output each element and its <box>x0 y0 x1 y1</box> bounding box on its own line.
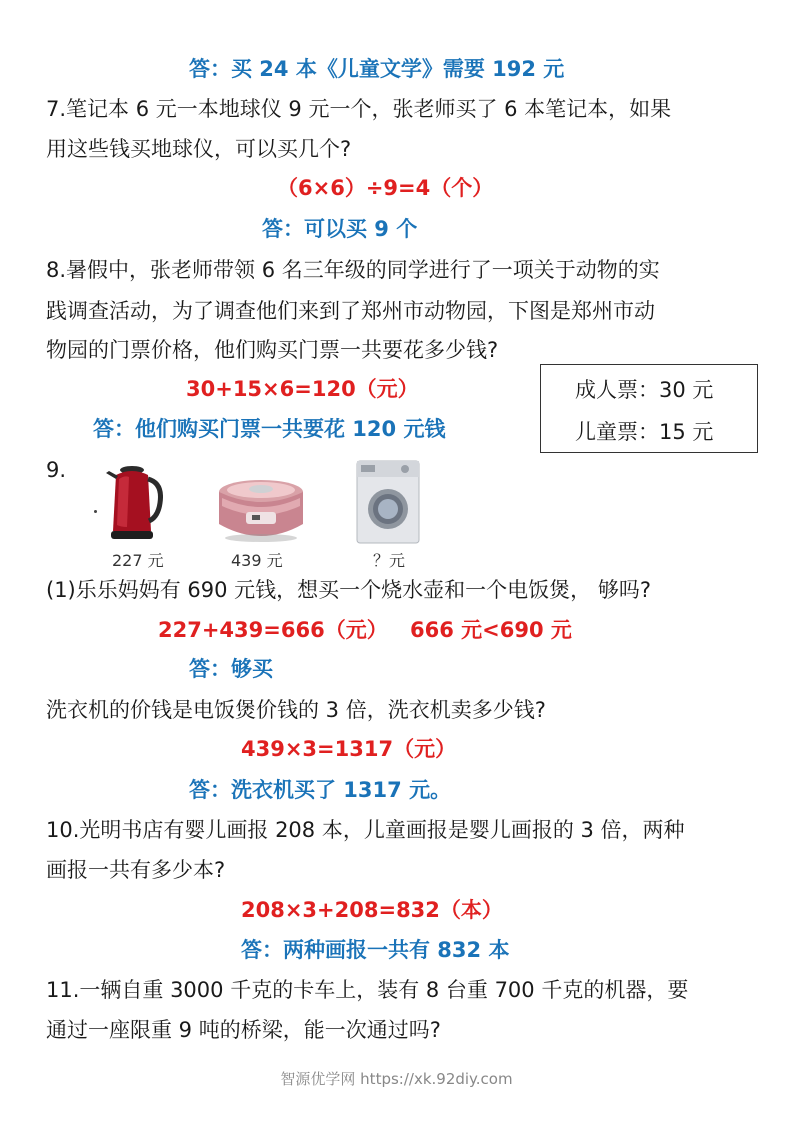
adult-ticket-price: 成人票：30 元 <box>575 378 714 402</box>
washing-machine-price: ？元 <box>373 551 406 570</box>
washing-machine-icon <box>355 459 421 545</box>
q9-part-1: (1)乐乐妈妈有 690 元钱，想买一个烧水壶和一个电饭煲， 够吗? <box>46 578 651 602</box>
dot-mark <box>94 510 97 513</box>
q10-line-2: 画报一共有多少本? <box>46 858 226 882</box>
q7-answer: 答：可以买 9 个 <box>262 217 418 241</box>
q9-part-1-calculation: 227+439=666（元） <box>158 618 388 642</box>
q7-line-2: 用这些钱买地球仪，可以买几个? <box>46 137 352 161</box>
q9-part-2-calculation: 439×3=1317（元） <box>241 737 457 761</box>
kettle-icon <box>103 461 163 543</box>
q10-answer: 答：两种画报一共有 832 本 <box>241 938 510 962</box>
ticket-price-box <box>540 364 758 453</box>
q9-part-2-answer: 答：洗衣机买了 1317 元。 <box>189 778 452 802</box>
q11-line-2: 通过一座限重 9 吨的桥梁，能一次通过吗? <box>46 1018 441 1042</box>
rice-cooker-icon <box>216 476 306 544</box>
q7-calculation: （6×6）÷9=4（个） <box>277 176 494 200</box>
child-ticket-price: 儿童票：15 元 <box>575 420 714 444</box>
q8-answer: 答：他们购买门票一共要花 120 元钱 <box>93 417 446 441</box>
q9-part-1-comparison: 666 元<690 元 <box>410 618 572 642</box>
q9-part-2: 洗衣机的价钱是电饭煲价钱的 3 倍，洗衣机卖多少钱? <box>46 698 546 722</box>
q10-calculation: 208×3+208=832（本） <box>241 898 503 922</box>
q6-answer: 答：买 24 本《儿童文学》需要 192 元 <box>189 57 565 81</box>
footer-watermark: 智源优学网 https://xk.92diy.com <box>280 1070 513 1088</box>
q9-part-1-answer: 答：够买 <box>189 657 273 681</box>
q8-calculation: 30+15×6=120（元） <box>186 377 419 401</box>
q7-line-1: 7.笔记本 6 元一本地球仪 9 元一个，张老师买了 6 本笔记本，如果 <box>46 97 672 121</box>
q8-line-3: 物园的门票价格，他们购买门票一共要花多少钱? <box>46 338 499 362</box>
q8-line-2: 践调查活动，为了调查他们来到了郑州市动物园，下图是郑州市动 <box>46 299 655 323</box>
q11-line-1: 11.一辆自重 3000 千克的卡车上，装有 8 台重 700 千克的机器，要 <box>46 978 689 1002</box>
q9-number: 9. <box>46 458 67 482</box>
q8-line-1: 8.暑假中，张老师带领 6 名三年级的同学进行了一项关于动物的实 <box>46 258 660 282</box>
rice-cooker-price: 439 元 <box>231 551 283 570</box>
q10-line-1: 10.光明书店有婴儿画报 208 本，儿童画报是婴儿画报的 3 倍，两种 <box>46 818 685 842</box>
kettle-price: 227 元 <box>112 551 164 570</box>
